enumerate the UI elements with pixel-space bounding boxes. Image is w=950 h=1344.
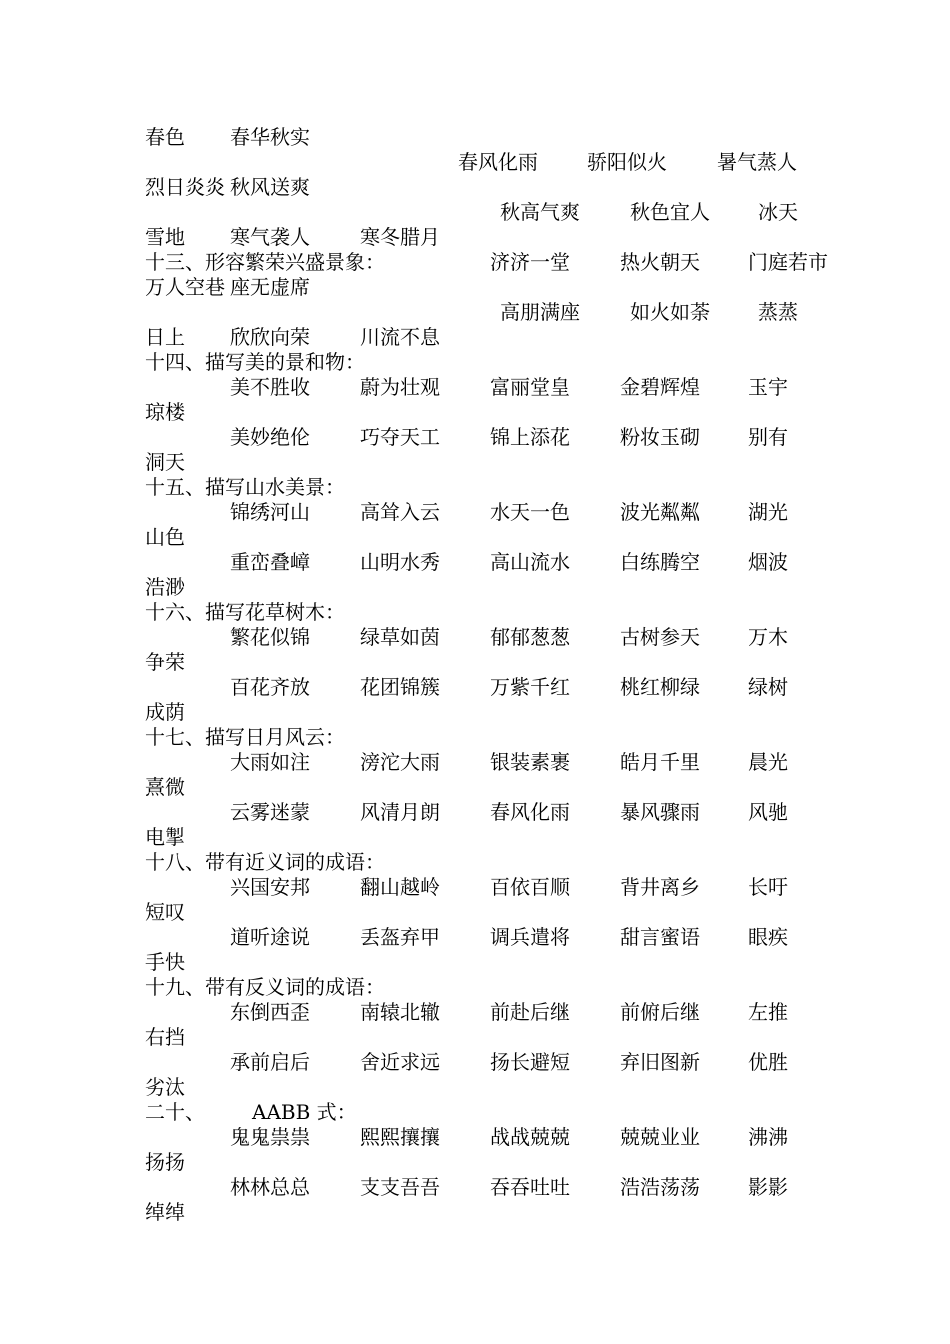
idiom-item: 争荣 <box>145 650 185 674</box>
idiom-item: 蒸蒸 <box>758 300 798 324</box>
idiom-item: 蔚为壮观 <box>360 375 440 399</box>
idiom-item: 南辕北辙 <box>360 1000 440 1024</box>
text-line <box>145 950 805 975</box>
text-line <box>145 1000 805 1025</box>
idiom-item: 兴国安邦 <box>230 875 310 899</box>
text-line <box>145 975 805 1000</box>
idiom-item: 骄阳似火 <box>587 150 667 174</box>
idiom-item: 门庭若市 <box>748 250 828 274</box>
idiom-item: 日上 <box>145 325 185 349</box>
idiom-item: 暑气蒸人 <box>717 150 797 174</box>
text-line <box>145 425 805 450</box>
idiom-item: 白练腾空 <box>620 550 700 574</box>
text-line <box>145 775 805 800</box>
text-line <box>145 350 805 375</box>
text-line <box>145 675 805 700</box>
idiom-item: 弃旧图新 <box>620 1050 700 1074</box>
text-line <box>145 925 805 950</box>
text-line <box>145 875 805 900</box>
idiom-item: 丢盔弃甲 <box>360 925 440 949</box>
idiom-item: 皓月千里 <box>620 750 700 774</box>
idiom-item: 郁郁葱葱 <box>490 625 570 649</box>
idiom-item: 滂沱大雨 <box>360 750 440 774</box>
idiom-item: 绰绰 <box>145 1200 185 1224</box>
idiom-item: 支支吾吾 <box>360 1175 440 1199</box>
idiom-item: 冰天 <box>758 200 798 224</box>
text-line <box>145 1150 805 1175</box>
idiom-item: 锦绣河山 <box>230 500 310 524</box>
idiom-item: 春色 <box>145 125 185 149</box>
idiom-item: 云雾迷蒙 <box>230 800 310 824</box>
section-heading: 十五、描写山水美景： <box>145 475 345 499</box>
idiom-item: 春风化雨 <box>458 150 538 174</box>
text-line <box>145 175 805 200</box>
idiom-item: 万紫千红 <box>490 675 570 699</box>
text-line <box>145 575 805 600</box>
idiom-item: 秋风送爽 <box>230 175 310 199</box>
idiom-item: 背井离乡 <box>620 875 700 899</box>
idiom-item: 绿树 <box>748 675 788 699</box>
idiom-item: 秋色宜人 <box>630 200 710 224</box>
idiom-item: 雪地 <box>145 225 185 249</box>
idiom-item: 林林总总 <box>230 1175 310 1199</box>
idiom-item: 翻山越岭 <box>360 875 440 899</box>
idiom-item: 熙熙攘攘 <box>360 1125 440 1149</box>
idiom-item: 寒气袭人 <box>230 225 310 249</box>
idiom-item: 战战兢兢 <box>490 1125 570 1149</box>
idiom-item: 重峦叠嶂 <box>230 550 310 574</box>
text-line <box>145 1200 805 1225</box>
idiom-item: 春风化雨 <box>490 800 570 824</box>
idiom-item: 玉宇 <box>748 375 788 399</box>
idiom-item: 山明水秀 <box>360 550 440 574</box>
idiom-item: 眼疾 <box>748 925 788 949</box>
text-line <box>145 150 805 175</box>
text-line <box>145 250 828 275</box>
text-line <box>145 800 805 825</box>
text-line <box>145 750 805 775</box>
text-line <box>145 1175 805 1200</box>
section-heading: 十四、描写美的景和物： <box>145 350 365 374</box>
text-line <box>145 200 805 225</box>
text-line <box>145 600 805 625</box>
idiom-item: 洞天 <box>145 450 185 474</box>
text-line <box>145 500 805 525</box>
text-line <box>145 850 805 875</box>
idiom-item: 甜言蜜语 <box>620 925 700 949</box>
idiom-item: 高朋满座 <box>500 300 580 324</box>
idiom-item: 湖光 <box>748 500 788 524</box>
text-line <box>145 400 805 425</box>
text-line <box>145 725 805 750</box>
idiom-item: 万木 <box>748 625 788 649</box>
text-line <box>145 825 805 850</box>
idiom-item: 银装素裹 <box>490 750 570 774</box>
text-line <box>145 450 805 475</box>
idiom-item: 鬼鬼祟祟 <box>230 1125 310 1149</box>
text-line <box>145 525 805 550</box>
idiom-item: 风清月朗 <box>360 800 440 824</box>
idiom-item: 济济一堂 <box>490 250 570 274</box>
idiom-item: 长吁 <box>748 875 788 899</box>
idiom-item: 优胜 <box>748 1050 788 1074</box>
text-line <box>145 325 805 350</box>
idiom-item: 水天一色 <box>490 500 570 524</box>
idiom-item: 浩浩荡荡 <box>620 1175 700 1199</box>
idiom-item: 吞吞吐吐 <box>490 1175 570 1199</box>
text-line <box>145 375 805 400</box>
idiom-item: 美妙绝伦 <box>230 425 310 449</box>
idiom-item: 晨光 <box>748 750 788 774</box>
idiom-item: 别有 <box>748 425 788 449</box>
idiom-item: 熹微 <box>145 775 185 799</box>
idiom-item: 劣汰 <box>145 1075 185 1099</box>
idiom-item: 川流不息 <box>360 325 440 349</box>
text-line <box>145 1100 805 1125</box>
idiom-item: 前俯后继 <box>620 1000 700 1024</box>
text-line <box>145 275 805 300</box>
idiom-item: 富丽堂皇 <box>490 375 570 399</box>
section-heading: 十六、描写花草树木： <box>145 600 345 624</box>
idiom-item: 高山流水 <box>490 550 570 574</box>
idiom-item: 暴风骤雨 <box>620 800 700 824</box>
text-line <box>145 300 805 325</box>
idiom-item: 绿草如茵 <box>360 625 440 649</box>
idiom-item: 波光粼粼 <box>620 500 700 524</box>
idiom-item: 右挡 <box>145 1025 185 1049</box>
idiom-item: 成荫 <box>145 700 185 724</box>
text-line <box>145 650 805 675</box>
idiom-item: 调兵遣将 <box>490 925 570 949</box>
idiom-item: 影影 <box>748 1175 788 1199</box>
idiom-item: 短叹 <box>145 900 185 924</box>
section-heading: 十七、描写日月风云： <box>145 725 345 749</box>
idiom-item: 万人空巷 <box>145 275 225 299</box>
idiom-item: 巧夺天工 <box>360 425 440 449</box>
idiom-item: 百依百顺 <box>490 875 570 899</box>
idiom-item: 欣欣向荣 <box>230 325 310 349</box>
idiom-item: 浩渺 <box>145 575 185 599</box>
idiom-item: 百花齐放 <box>230 675 310 699</box>
text-line <box>145 1075 805 1100</box>
idiom-item: 繁花似锦 <box>230 625 310 649</box>
idiom-item: 道听途说 <box>230 925 310 949</box>
idiom-item: 花团锦簇 <box>360 675 440 699</box>
idiom-item: 扬扬 <box>145 1150 185 1174</box>
section-heading: 十九、带有反义词的成语： <box>145 975 385 999</box>
idiom-item: 古树参天 <box>620 625 700 649</box>
idiom-item: 高耸入云 <box>360 500 440 524</box>
idiom-item: 如火如荼 <box>630 300 710 324</box>
idiom-item: 承前启后 <box>230 1050 310 1074</box>
idiom-item: 锦上添花 <box>490 425 570 449</box>
text-line <box>145 550 805 575</box>
idiom-item: 烟波 <box>748 550 788 574</box>
idiom-item: 大雨如注 <box>230 750 310 774</box>
text-line <box>145 1025 805 1050</box>
idiom-item: 东倒西歪 <box>230 1000 310 1024</box>
idiom-item: 金碧辉煌 <box>620 375 700 399</box>
text-line <box>145 125 805 150</box>
idiom-item: 兢兢业业 <box>620 1125 700 1149</box>
idiom-item: 电掣 <box>145 825 185 849</box>
text-line <box>145 1050 805 1075</box>
idiom-item: 扬长避短 <box>490 1050 570 1074</box>
idiom-item: 粉妆玉砌 <box>620 425 700 449</box>
section-subheading: AABB 式： <box>252 1100 357 1124</box>
section-heading: 十三、形容繁荣兴盛景象： <box>145 250 385 274</box>
idiom-item: 寒冬腊月 <box>360 225 440 249</box>
idiom-item: 山色 <box>145 525 185 549</box>
text-line <box>145 900 805 925</box>
section-heading: 十八、带有近义词的成语： <box>145 850 385 874</box>
idiom-item: 秋高气爽 <box>500 200 580 224</box>
text-line <box>145 225 805 250</box>
text-line <box>145 700 805 725</box>
idiom-item: 座无虚席 <box>230 275 310 299</box>
idiom-item: 烈日炎炎 <box>145 175 225 199</box>
idiom-item: 沸沸 <box>748 1125 788 1149</box>
text-line <box>145 475 805 500</box>
idiom-item: 春华秋实 <box>230 125 310 149</box>
text-line <box>145 1125 805 1150</box>
section-heading: 二十、 <box>145 1100 205 1124</box>
idiom-item: 美不胜收 <box>230 375 310 399</box>
text-line <box>145 625 805 650</box>
idiom-item: 桃红柳绿 <box>620 675 700 699</box>
idiom-item: 热火朝天 <box>620 250 700 274</box>
idiom-item: 风驰 <box>748 800 788 824</box>
idiom-item: 舍近求远 <box>360 1050 440 1074</box>
idiom-item: 前赴后继 <box>490 1000 570 1024</box>
idiom-item: 琼楼 <box>145 400 185 424</box>
idiom-item: 左推 <box>748 1000 788 1024</box>
idiom-item: 手快 <box>145 950 185 974</box>
